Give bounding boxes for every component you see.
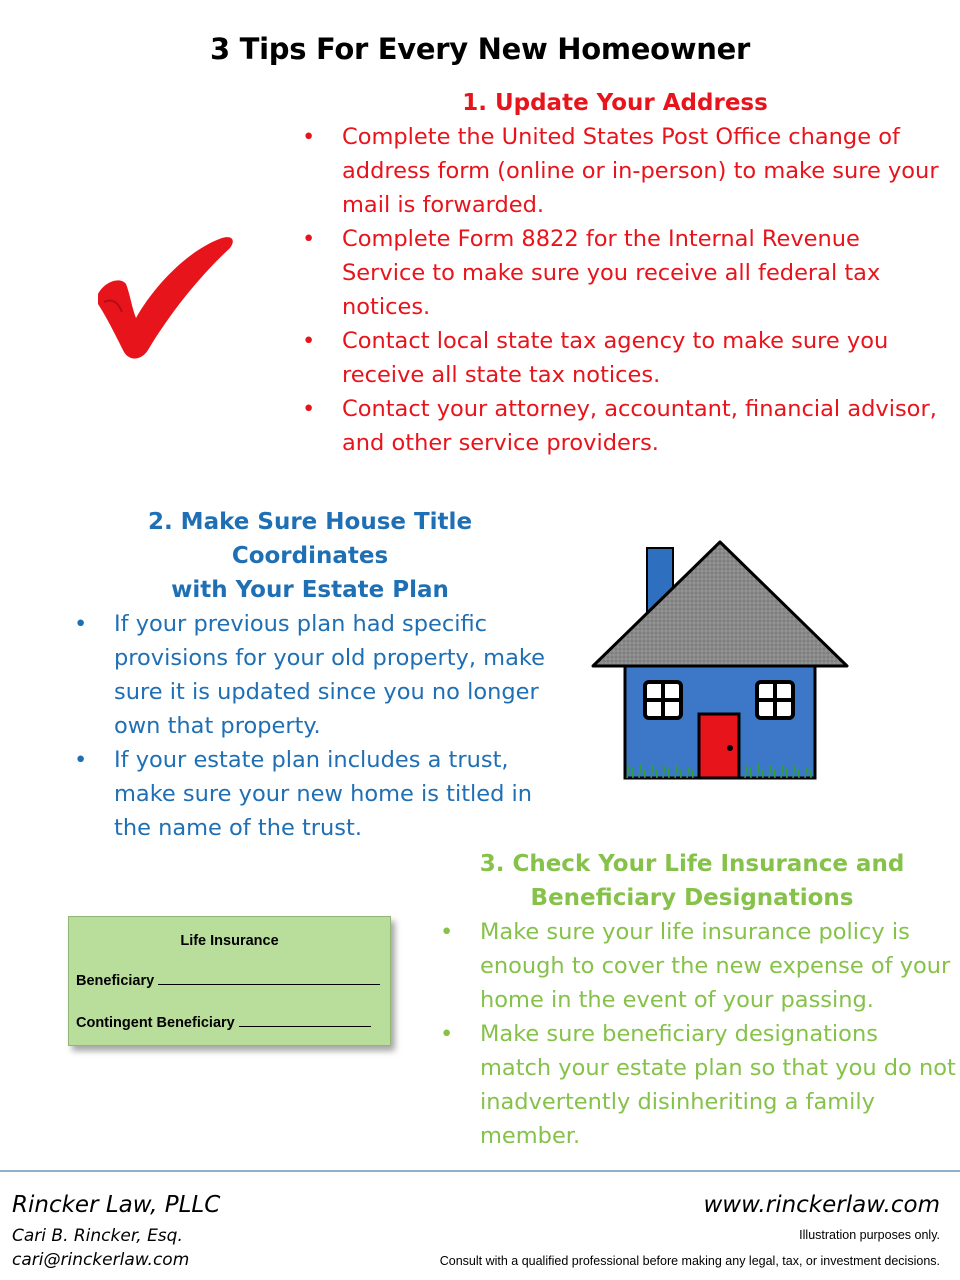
list-item: • Contact local state tax agency to make sure you receive all state tax notices. [300,324,940,392]
tip2-section [70,505,560,845]
website-link[interactable]: www.rinckerlaw.com [703,1192,940,1218]
bullet-icon: • [302,124,316,150]
tip3-heading: 3. Check Your Life Insurance and Beneficiary Designations [479,851,905,911]
list-item: • If your previous plan had specific provisions for your old property, make sure it is updated since you no longer own that property. [70,607,560,743]
tip1-section [300,86,940,460]
card-title: Life Insurance [180,933,279,949]
bullet-icon: • [440,1021,454,1047]
life-insurance-card [68,916,391,1046]
list-item: • Contact your attorney, accountant, financial advisor, and other service providers. [300,392,940,460]
beneficiary-row [76,971,380,989]
contingent-beneficiary-line [239,1013,371,1027]
firm-name: Rincker Law, PLLC [12,1192,221,1218]
disclaimer-note: Consult with a qualified professional before making any legal, tax, or investment decisions. [439,1254,940,1268]
bullet-icon: • [302,226,316,252]
bullet-icon: • [440,919,454,945]
attorney-name: Cari B. Rincker, Esq. [12,1226,183,1246]
tip3-list [436,915,956,1153]
contingent-beneficiary-label: Contingent Beneficiary [76,1015,235,1031]
checkmark-icon [90,232,240,367]
tip2-list [70,607,560,845]
illustration-note: Illustration purposes only. [799,1228,940,1242]
contact-email[interactable]: cari@rinckerlaw.com [12,1250,190,1270]
tip3-section [436,847,956,1153]
contingent-beneficiary-row [76,1013,371,1031]
list-item: • Make sure your life insurance policy is enough to cover the new expense of your home in the event of your passing. [436,915,956,1017]
tip1-heading: 1. Update Your Address [462,90,768,116]
beneficiary-label: Beneficiary [76,973,155,989]
list-item: • Complete Form 8822 for the Internal Revenue Service to make sure you receive all federal tax notices. [300,222,940,324]
house-icon [575,520,865,790]
beneficiary-line [158,971,380,985]
tip1-list [300,120,940,460]
footer-divider [0,1170,960,1172]
list-item: • Make sure beneficiary designations match your estate plan so that you do not inadvertently disinheriting a family member. [436,1017,956,1153]
list-item: • If your estate plan includes a trust, make sure your new home is titled in the name of the trust. [70,743,560,845]
bullet-icon: • [302,396,316,422]
bullet-icon: • [74,747,88,773]
page-title: 3 Tips For Every New Homeowner [210,32,750,66]
tip2-heading: 2. Make Sure House Title Coordinates with Your Estate Plan [147,509,473,603]
list-item: • Complete the United States Post Office change of address form (online or in-person) to make sure your mail is forwarded. [300,120,940,222]
bullet-icon: • [74,611,88,637]
bullet-icon: • [302,328,316,354]
